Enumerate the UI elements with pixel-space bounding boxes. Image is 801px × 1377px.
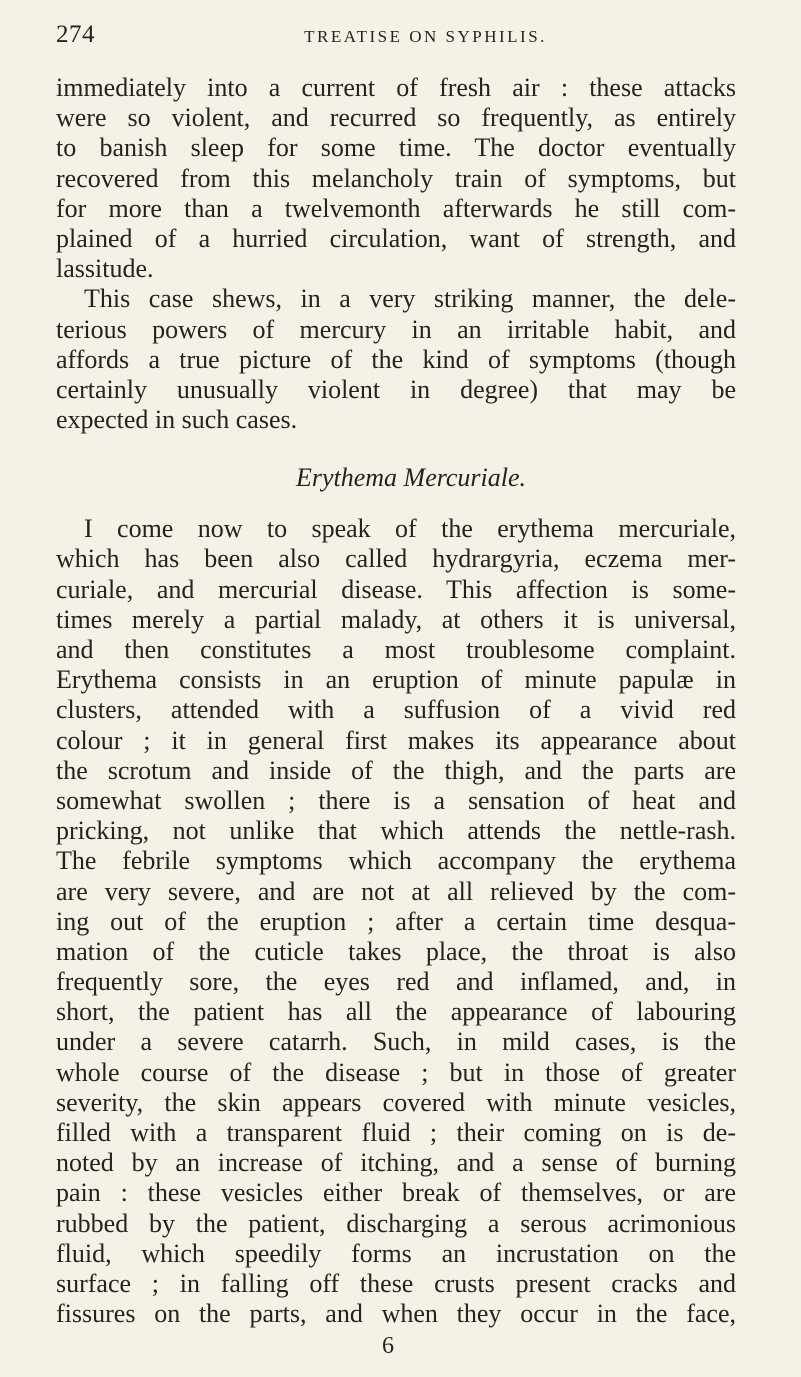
paragraph-1: [56, 73, 736, 284]
text-line: times merely a partial malady, at others it is universal,: [56, 604, 736, 634]
text-line: fissures on the parts, and when they occur in the face,: [56, 1299, 736, 1329]
section-heading: Erythema Mercuriale.: [295, 463, 527, 493]
text-line: and then constitutes a most troublesome complaint.: [56, 635, 736, 664]
text-line: surface ; in falling off these crusts present cracks and: [56, 1268, 736, 1298]
text-line: were so violent, and recurred so frequently, as entirely: [56, 103, 736, 133]
text-line: Erythema consists in an eruption of minute papulæ in: [56, 665, 736, 695]
text-line: under a severe catarrh. Such, in mild cases, is the: [56, 1027, 736, 1057]
text-line: whole course of the disease ; but in those of greater: [56, 1057, 736, 1087]
text-line: curiale, and mercurial disease. This affection is some-: [56, 574, 736, 604]
text-line: colour ; it in general first makes its appearance about: [56, 725, 736, 755]
text-line: pricking, not unlike that which attends the nettle-rash.: [56, 816, 736, 846]
text-line: plained of a hurried circulation, want of strength, and: [56, 223, 736, 253]
text-line: I come now to speak of the erythema mercuriale,: [84, 514, 736, 544]
text-line: frequently sore, the eyes red and inflamed, and, in: [56, 967, 736, 997]
text-line: mation of the cuticle takes place, the throat is also: [56, 936, 736, 966]
signature-mark: 6: [382, 1333, 394, 1359]
text-line: fluid, which speedily forms an incrustation on the: [56, 1238, 736, 1268]
text-line: pain : these vesicles either break of themselves, or are: [56, 1178, 736, 1208]
text-line: recovered from this melancholy train of symptoms, but: [56, 163, 736, 193]
text-line: clusters, attended with a suffusion of a vivid red: [56, 695, 736, 725]
text-line: short, the patient has all the appearance of labouring: [56, 997, 736, 1027]
text-line: terious powers of mercury in an irritable habit, and: [56, 314, 736, 344]
text-line: certainly unusually violent in degree) that may be: [56, 374, 736, 404]
text-line: ing out of the eruption ; after a certain time desqua-: [56, 906, 736, 936]
text-line: to banish sleep for some time. The doctor eventually: [56, 133, 736, 163]
text-line: immediately into a current of fresh air : these attacks: [56, 73, 736, 102]
paragraph-2: [56, 284, 736, 435]
text-line: expected in such cases.: [56, 405, 298, 435]
text-line: affords a true picture of the kind of symptoms (though: [56, 344, 736, 374]
paragraph-3: [56, 514, 736, 1329]
text-line: for more than a twelvemonth afterwards he still com-: [56, 193, 736, 223]
page-number: 274: [56, 21, 95, 48]
running-title: TREATISE ON SYPHILIS.: [304, 27, 547, 46]
text-line: somewhat swollen ; there is a sensation of heat and: [56, 785, 736, 815]
text-line: lassitude.: [56, 254, 154, 284]
text-line: severity, the skin appears covered with minute vesicles,: [56, 1087, 736, 1117]
text-line: are very severe, and are not at all relieved by the com-: [56, 876, 736, 906]
text-line: filled with a transparent fluid ; their coming on is de-: [56, 1118, 736, 1147]
text-line: noted by an increase of itching, and a sense of burning: [56, 1148, 736, 1178]
text-line: This case shews, in a very striking manner, the dele-: [84, 284, 736, 314]
page-body: [56, 73, 736, 1329]
text-line: rubbed by the patient, discharging a serous acrimonious: [56, 1208, 736, 1238]
text-line: the scrotum and inside of the thigh, and the parts are: [56, 755, 736, 785]
text-line: which has been also called hydrargyria, eczema mer-: [56, 544, 736, 574]
text-line: The febrile symptoms which accompany the erythema: [56, 846, 736, 876]
